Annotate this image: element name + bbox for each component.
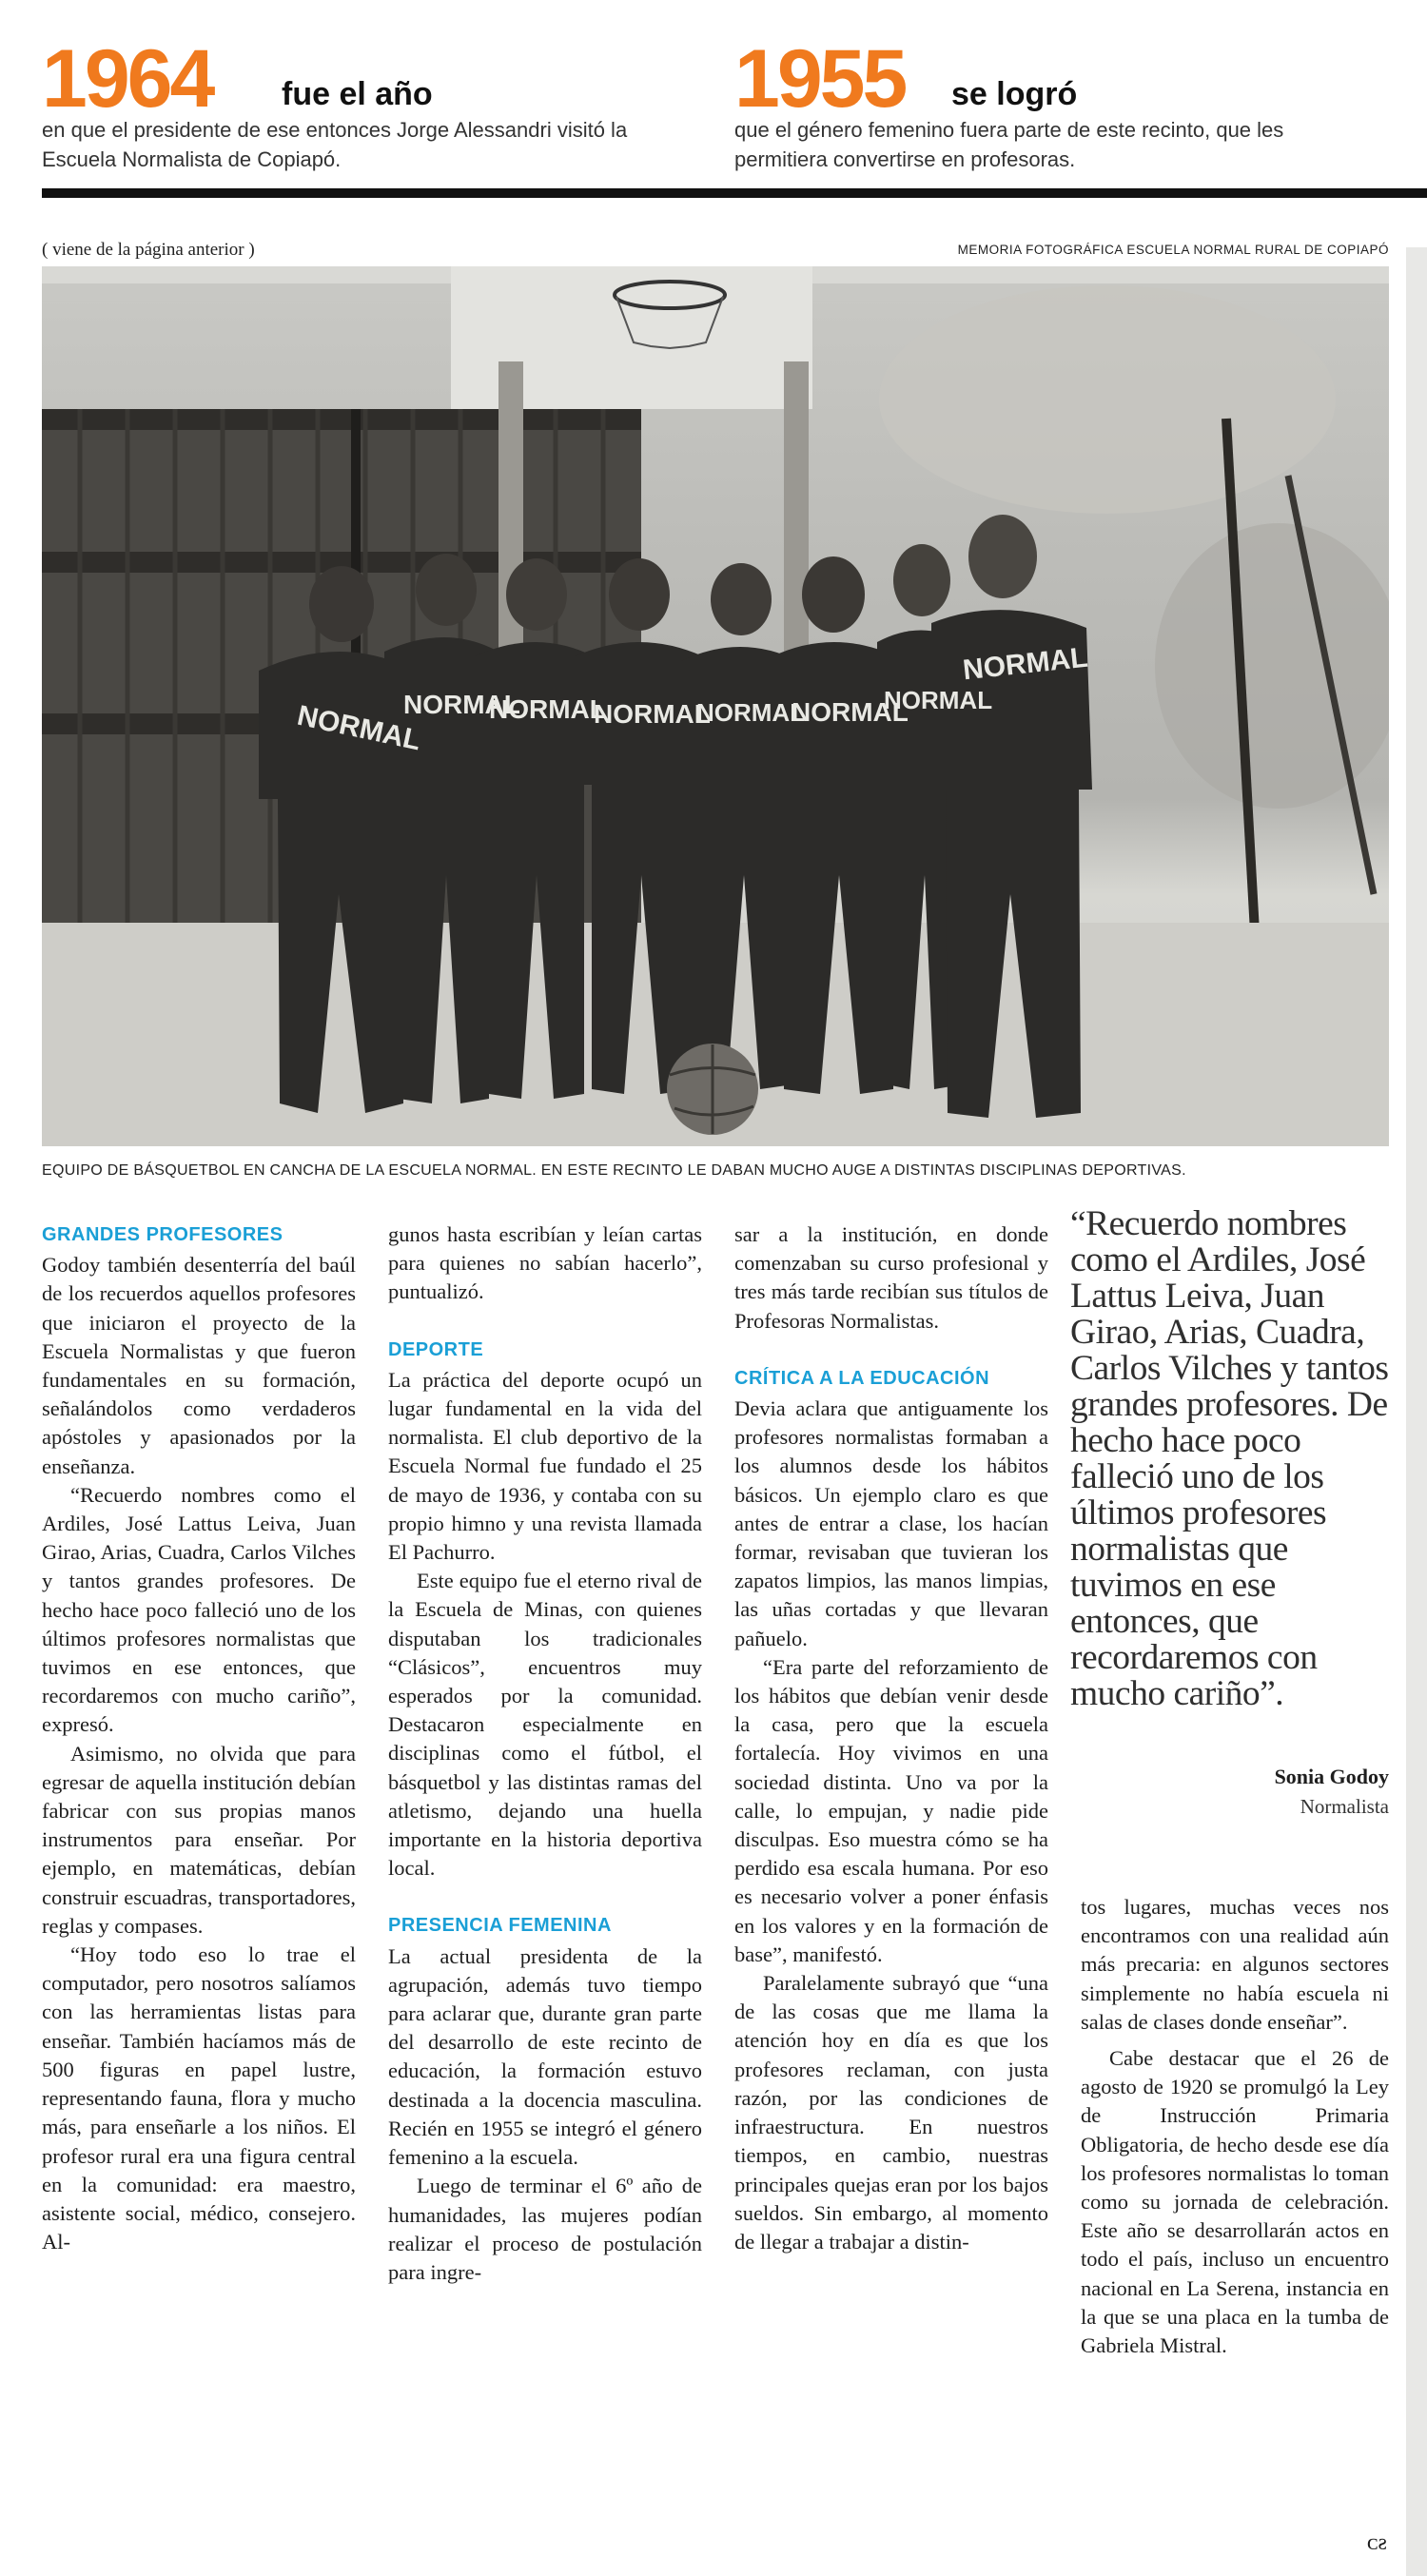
shirt-text-3: NORMAL	[489, 694, 606, 724]
paragraph: Godoy también desenterría del baúl de los recuerdos aquellos profesores que iniciaron el proyecto de la Escuela Normalistas y que fueron fundamentales en su formación, señalándolos como verdaderos apóstoles y apasionados por la enseñanza.	[42, 1253, 356, 1478]
pull-quote: “Recuerdo nombres como el Ardiles, José Lattus Leiva, Juan Girao, Arias, Cuadra, Carlos Vilches y tantos grandes profesores. De hecho hace poco falleció uno de los últimos profesores normalistas que tuvimos en ese entonces, que recordaremos con mucho cariño”.	[1070, 1204, 1389, 1713]
page-edge-strip	[1406, 247, 1427, 2576]
article-end-mark: ᴄƨ	[1367, 2530, 1387, 2555]
paragraph: Paralelamente subrayó que “una de las cosas que me llama la atención hoy en día es que los profesores reclaman, con justa razón, por las condiciones de infraestructura. En nuestros tiempos, en cambio, nuestras principales quejas eran por los bajos sueldos. Sin embargo, al momento de llegar a trabajar a distin-	[734, 1971, 1048, 2254]
paragraph: Devia aclara que antiguamente los profesores normalistas formaban a los alumnos desde los hábitos básicos. Un ejemplo claro es que antes de entrar a clase, los hacían formar, revisaban que tuvieran los zapatos limpios, las manos limpias, las uñas cortadas y que llevaran pañuelo.	[734, 1396, 1048, 1650]
paragraph: “Recuerdo nombres como el Ardiles, José Lattus Leiva, Juan Girao, Arias, Cuadra, Carlos Vilches y tantos grandes profesores. De hecho hace poco falleció uno de los últimos profesores normalistas que tuvimos en ese entonces, que recordaremos con mucho cariño”, expresó.	[42, 1482, 356, 1737]
paragraph: La práctica del deporte ocupó un lugar fundamental en la vida del normalista. El club deportivo de la Escuela Normal fue fundado el 25 de mayo de 1936, y contaba con su propio himno y una revista llamada El Pachurro.	[388, 1367, 702, 1565]
section-heading-presencia-femenina: PRESENCIA FEMENINA	[388, 1915, 612, 1937]
paragraph: “Era parte del reforzamiento de los hábitos que debían venir desde la casa, pero que la escuela fortalecía. Hoy vivimos en una sociedad distinta. Uno va por la calle, lo empujan, y nadie pide disculpas. Eso muestra cómo se ha perdido esa escala humana. Por eso es necesario volver a poner énfasis en los valores y en la formación de base”, manifestó.	[734, 1654, 1048, 1966]
article-column-3	[734, 1220, 1048, 2256]
section-heading-grandes-profesores: GRANDES PROFESORES	[42, 1224, 283, 1245]
shirt-text-2: NORMAL	[403, 690, 520, 719]
paragraph: La actual presidenta de la agrupación, además tuvo tiempo para aclarar que, durante gran parte del desarrollo de este recinto de educación, la formación estuvo destinada a la docencia masculina. Recién en 1955 se integró el género femenino a la escuela.	[388, 1943, 702, 2170]
stat-1955-number: 1955	[734, 33, 906, 125]
quote-author: Sonia Godoy	[1274, 1765, 1389, 1788]
paragraph: Cabe destacar que el 26 de agosto de 1920 se promulgó la Ley de Instrucción Primaria Obligatoria, de hecho desde ese día los profesores normalistas lo toman como su jornada de celebración. Este año se desarrollarán actos en todo el país, incluso un encuentro nacional en La Serena, instancia en la que se una placa en la tumba de Gabriela Mistral.	[1081, 2046, 1389, 2358]
stat-1964-line1: en que el presidente de ese entonces Jorge Alessandri visitó la	[42, 118, 628, 142]
stat-1964-line2: Escuela Normalista de Copiapó.	[42, 147, 342, 171]
paragraph: tos lugares, muchas veces nos encontramos con una realidad aún más precaria: en algunos sectores simplemente no había escuela ni salas de clases donde enseñar”.	[1081, 1895, 1389, 2034]
article-column-4	[1081, 1893, 1389, 2360]
paragraph: sar a la institución, en donde comenzaban su curso profesional y tres más tarde recibían sus títulos de Profesoras Normalistas.	[734, 1222, 1048, 1333]
basketball-team-photo	[42, 266, 1389, 1146]
stat-1964-number: 1964	[42, 33, 213, 125]
stat-1955-line1: que el género femenino fuera parte de este recinto, que les	[734, 118, 1284, 142]
photo-credit: MEMORIA FOTOGRÁFICA ESCUELA NORMAL RURAL DE COPIAPÓ	[957, 243, 1389, 257]
section-heading-deporte: DEPORTE	[388, 1338, 484, 1360]
paragraph: Luego de terminar el 6º año de humanidades, las mujeres podían realizar el proceso de postulación para ingre-	[388, 2174, 702, 2284]
shirt-text-4: NORMAL	[594, 699, 711, 729]
continued-note: ( viene de la página anterior )	[42, 240, 255, 260]
paragraph: gunos hasta escribían y leían cartas para quienes no sabían hacerlo”, puntualizó.	[388, 1222, 702, 1304]
shirt-text-6: NORMAL	[792, 697, 909, 727]
header-rule	[42, 188, 1427, 198]
photo-caption: EQUIPO DE BÁSQUETBOL EN CANCHA DE LA ESCUELA NORMAL. EN ESTE RECINTO LE DABAN MUCHO AUGE A DISTINTAS DISCIPLINAS DEPORTIVAS.	[42, 1162, 1186, 1179]
stat-1955-line2: permitiera convertirse en profesoras.	[734, 147, 1076, 171]
shirt-text-8: NORMAL	[961, 641, 1089, 687]
shirt-text-5: NORMAL	[696, 698, 806, 727]
shirt-text-7: NORMAL	[884, 686, 993, 714]
basketball-ball	[667, 1044, 758, 1135]
paragraph: Asimismo, no olvida que para egresar de aquella institución debían fabricar con sus propias manos instrumentos para enseñar. Por ejemplo, en matemáticas, debían construir escuadras, transportadores, reglas y compases.	[42, 1741, 356, 1938]
shirt-text-1: NORMAL	[294, 699, 424, 757]
quote-author-role: Normalista	[1300, 1795, 1389, 1818]
article-column-1	[42, 1220, 356, 2256]
paragraph: Este equipo fue el eterno rival de la Escuela de Minas, con quienes disputaban los tradicionales “Clásicos”, encuentros muy esperados por la comunidad. Destacaron especialmente en disciplinas como el fútbol, el básquetbol y las distintas ramas del atletismo, dejando una huella importante en la historia deportiva local.	[388, 1569, 702, 1881]
stat-1964-suffix: fue el año	[282, 76, 433, 112]
article-column-2	[388, 1220, 702, 2287]
section-heading-critica-educacion: CRÍTICA A LA EDUCACIÓN	[734, 1367, 990, 1389]
paragraph: “Hoy todo eso lo trae el computador, pero nosotros salíamos con las herramientas listas para enseñar. También hacíamos más de 500 figuras en papel lustre, representando fauna, flora y mucho más, para enseñarle a los niños. El profesor rural era una figura central en la comunidad: era maestro, asistente social, médico, consejero. Al-	[42, 1942, 356, 2254]
stat-1955-suffix: se logró	[951, 76, 1078, 112]
